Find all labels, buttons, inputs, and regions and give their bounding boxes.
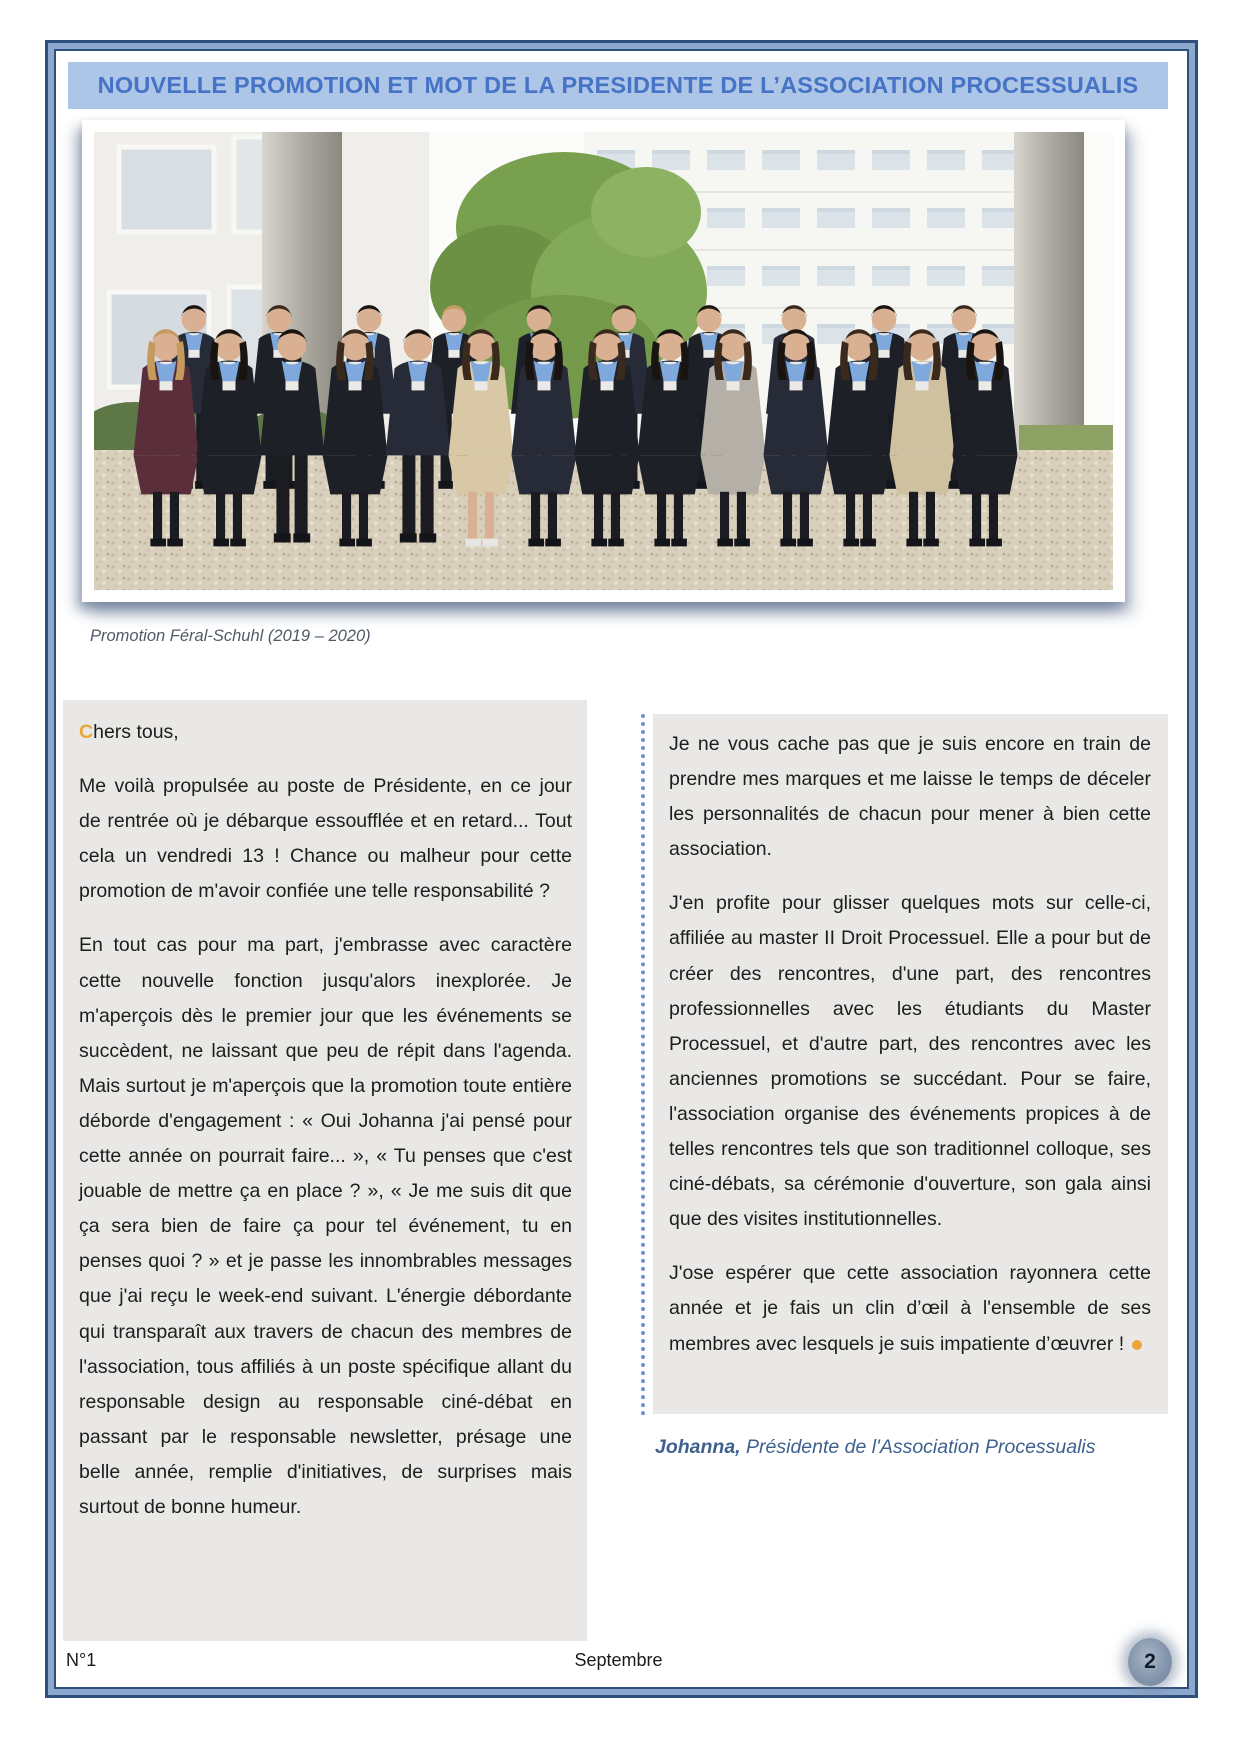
paragraph: Je ne vous cache pas que je suis encore en train de prendre mes marques et me laisse le temps de déceler les personnalités de chacun pour mener à bien cette association. (669, 733, 1151, 861)
dropcap-initial: C (79, 721, 94, 743)
signature-name: Johanna, (655, 1436, 741, 1458)
page-title: NOUVELLE PROMOTION ET MOT DE LA PRESIDENTE DE L’ASSOCIATION PROCESSUALIS (97, 72, 1139, 98)
paragraph (669, 1256, 1151, 1361)
section-banner (68, 62, 1168, 109)
signature-title: Présidente de l'Association Processualis (740, 1436, 1096, 1458)
photo-caption: Promotion Féral-Schuhl (2019 – 2020) (90, 627, 371, 645)
paragraph: En tout cas pour ma part, j'embrasse avec caractère cette nouvelle fonction jusqu'alors inexplorée. Je m'aperçois dès le premier jour que les événements se succèdent, ne laissant que peu de répit dans l'agenda. Mais surtout je m'aperçois que la promotion toute entière déborde d'engagement : « Oui Johanna j'ai pensé pour cette année on pourrait faire... », « Tu penses que c'est jouable de mettre ça en place ? », « Je me suis dit que ça sera bien de faire ça pour tel événement, tu en penses quoi ? » et je passe les innombrables messages que j'ai reçu le week-end suivant. L'énergie débordante qui transparaît aux travers de chacun des membres de l'association, tous affiliés à un poste spécifique allant du responsable design au responsable ciné-débat en passant par le responsable newsletter, présage une belle année, remplie d'initiatives, de surprises mais surtout de bonne humeur. (79, 934, 572, 1518)
footer-issue-number: N°1 (66, 1650, 97, 1670)
group-photo (82, 120, 1125, 602)
footer-month: Septembre (574, 1650, 663, 1670)
salutation (79, 715, 572, 750)
page-number: 2 (1144, 1650, 1156, 1673)
paragraph: J'en profite pour glisser quelques mots sur celle-ci, affiliée au master II Droit Processuel. Elle a pour but de créer des rencontres, d'une part, des rencontres professionnelles avec les étudiants du Master Processuel, et d'autre part, des rencontres avec les anciennes promotions se succédant. Pour se faire, l'association organise des événements propices à de telles rencontres tels que son traditionnel colloque, ses ciné-débats, sa cérémonie d'ouverture, son gala ainsi que des visites institutionnelles. (669, 892, 1151, 1231)
salutation-text: hers tous, (93, 721, 179, 743)
page-number-badge (1128, 1638, 1172, 1686)
signature-line (655, 1436, 1170, 1459)
end-bullet-icon (1132, 1340, 1142, 1350)
paragraph-text: J'ose espérer que cette association rayonnera cette année et je fais un clin d’œil à l'ensemble de ses membres avec lesquels je suis impatiente d’œuvrer ! (669, 1262, 1151, 1355)
right-text-column (653, 714, 1168, 1414)
left-text-column (63, 700, 587, 1641)
group-photo-illustration (94, 132, 1113, 590)
column-divider (641, 714, 645, 1416)
paragraph: Me voilà propulsée au poste de Présidente, en ce jour de rentrée où je débarque essoufflée et en retard... Tout cela un vendredi 13 ! Chance ou malheur pour cette promotion de m'avoir confiée une telle responsabilité ? (79, 775, 572, 903)
